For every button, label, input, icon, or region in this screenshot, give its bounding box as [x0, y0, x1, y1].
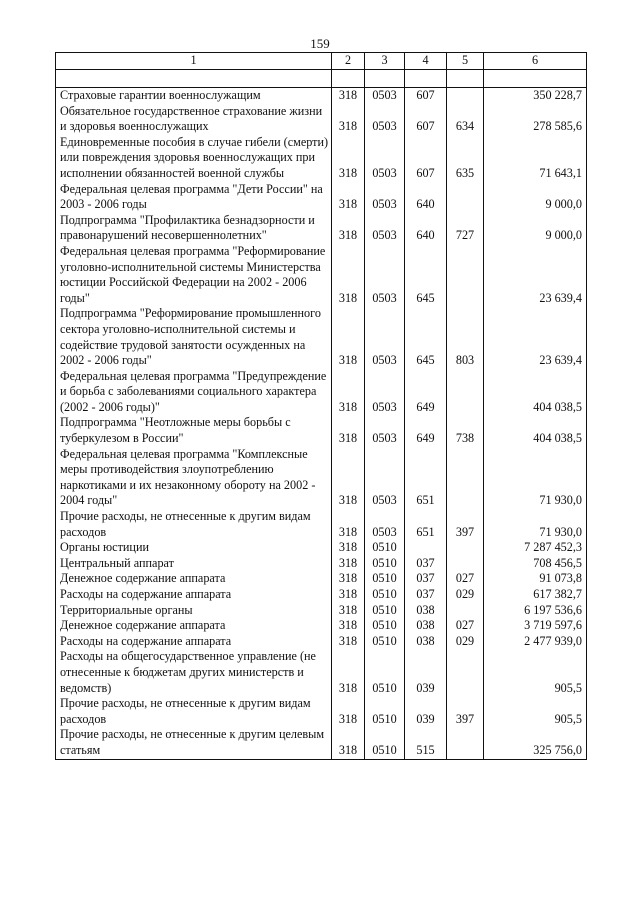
table-row	[56, 634, 587, 650]
target-article-cell: 039	[405, 649, 447, 696]
amount-cell: 71 930,0	[484, 447, 587, 509]
amount-cell: 404 038,5	[484, 415, 587, 446]
amount-cell: 708 456,5	[484, 556, 587, 572]
item-name-cell: Подпрограмма "Реформирование промышленного сектора уголовно-исполнительной системы и содействие трудовой занятости осужденных на 2002 - 2006 годы"	[56, 306, 332, 368]
amount-cell: 905,5	[484, 649, 587, 696]
expense-type-cell: 027	[447, 571, 484, 587]
ministry-code-cell: 318	[332, 415, 365, 446]
table-row	[56, 182, 587, 213]
target-article-cell: 651	[405, 509, 447, 540]
target-article-cell: 645	[405, 244, 447, 306]
ministry-code-cell: 318	[332, 571, 365, 587]
table-row	[56, 587, 587, 603]
expense-type-cell: 803	[447, 306, 484, 368]
item-name-cell: Подпрограмма "Профилактика безнадзорности и правонарушений несовершеннолетних"	[56, 213, 332, 244]
expense-type-cell	[447, 244, 484, 306]
ministry-code-cell: 318	[332, 213, 365, 244]
section-code-cell: 0503	[365, 369, 405, 416]
ministry-code-cell: 318	[332, 369, 365, 416]
target-article-cell: 038	[405, 603, 447, 619]
expense-type-cell: 029	[447, 634, 484, 650]
amount-cell: 9 000,0	[484, 182, 587, 213]
target-article-cell: 649	[405, 369, 447, 416]
section-code-cell: 0503	[365, 182, 405, 213]
section-code-cell: 0510	[365, 587, 405, 603]
item-name-cell: Федеральная целевая программа "Предупреждение и борьба с заболеваниями социального характера (2002 - 2006 годы)"	[56, 369, 332, 416]
expense-type-cell: 634	[447, 104, 484, 135]
item-name-cell: Федеральная целевая программа "Комплексные меры противодействия злоупотреблению наркотиками и их незаконному обороту на 2002 - 2004 годы"	[56, 447, 332, 509]
expense-type-cell: 397	[447, 509, 484, 540]
expense-type-cell: 727	[447, 213, 484, 244]
item-name-cell: Расходы на содержание аппарата	[56, 634, 332, 650]
expense-type-cell	[447, 182, 484, 213]
table-body	[56, 70, 587, 760]
item-name-cell: Обязательное государственное страхование жизни и здоровья военнослужащих	[56, 104, 332, 135]
amount-cell: 6 197 536,6	[484, 603, 587, 619]
page-number: 159	[310, 36, 330, 51]
table-row	[56, 540, 587, 556]
expense-type-cell: 397	[447, 696, 484, 727]
ministry-code-cell: 318	[332, 244, 365, 306]
table-header	[56, 53, 587, 70]
section-code-cell: 0503	[365, 135, 405, 182]
expense-type-cell	[447, 447, 484, 509]
item-name-cell: Подпрограмма "Неотложные меры борьбы с туберкулезом в России"	[56, 415, 332, 446]
item-name-cell: Прочие расходы, не отнесенные к другим целевым статьям	[56, 727, 332, 759]
table-row	[56, 649, 587, 696]
ministry-code-cell: 318	[332, 509, 365, 540]
section-code-cell: 0510	[365, 634, 405, 650]
ministry-code-cell: 318	[332, 540, 365, 556]
expense-type-cell	[447, 88, 484, 104]
table-row	[56, 556, 587, 572]
target-article-cell: 640	[405, 213, 447, 244]
table-row	[56, 104, 587, 135]
table-row	[56, 244, 587, 306]
expense-type-cell: 027	[447, 618, 484, 634]
table-row	[56, 571, 587, 587]
item-name-cell: Территориальные органы	[56, 603, 332, 619]
section-code-cell: 0503	[365, 213, 405, 244]
item-name-cell: Денежное содержание аппарата	[56, 571, 332, 587]
expense-type-cell	[447, 556, 484, 572]
ministry-code-cell: 318	[332, 696, 365, 727]
ministry-code-cell: 318	[332, 447, 365, 509]
section-code-cell: 0510	[365, 571, 405, 587]
section-code-cell: 0503	[365, 509, 405, 540]
amount-cell: 404 038,5	[484, 369, 587, 416]
column-header: 5	[447, 53, 484, 70]
amount-cell: 7 287 452,3	[484, 540, 587, 556]
section-code-cell: 0503	[365, 447, 405, 509]
section-code-cell: 0503	[365, 244, 405, 306]
expense-type-cell	[447, 649, 484, 696]
amount-cell: 91 073,8	[484, 571, 587, 587]
amount-cell: 23 639,4	[484, 306, 587, 368]
amount-cell: 325 756,0	[484, 727, 587, 759]
column-header: 4	[405, 53, 447, 70]
expense-type-cell	[447, 603, 484, 619]
ministry-code-cell: 318	[332, 587, 365, 603]
amount-cell: 71 930,0	[484, 509, 587, 540]
column-header: 3	[365, 53, 405, 70]
header-row	[56, 53, 587, 70]
item-name-cell: Расходы на содержание аппарата	[56, 587, 332, 603]
expense-type-cell	[447, 369, 484, 416]
target-article-cell: 607	[405, 88, 447, 104]
section-code-cell: 0510	[365, 603, 405, 619]
ministry-code-cell: 318	[332, 649, 365, 696]
item-name-cell: Федеральная целевая программа "Дети России" на 2003 - 2006 годы	[56, 182, 332, 213]
expense-type-cell	[447, 727, 484, 759]
table-row	[56, 88, 587, 104]
table-row	[56, 306, 587, 368]
section-code-cell: 0510	[365, 618, 405, 634]
amount-cell: 9 000,0	[484, 213, 587, 244]
ministry-code-cell: 318	[332, 556, 365, 572]
amount-cell: 905,5	[484, 696, 587, 727]
expense-type-cell	[447, 540, 484, 556]
item-name-cell: Расходы на общегосударственное управление (не отнесенные к бюджетам других министерств и ведомств)	[56, 649, 332, 696]
section-code-cell: 0503	[365, 88, 405, 104]
target-article-cell: 649	[405, 415, 447, 446]
item-name-cell: Денежное содержание аппарата	[56, 618, 332, 634]
table-row	[56, 415, 587, 446]
target-article-cell: 651	[405, 447, 447, 509]
item-name-cell: Центральный аппарат	[56, 556, 332, 572]
item-name-cell: Органы юстиции	[56, 540, 332, 556]
amount-cell: 350 228,7	[484, 88, 587, 104]
table-row	[56, 603, 587, 619]
table-row	[56, 447, 587, 509]
target-article-cell: 607	[405, 104, 447, 135]
target-article-cell: 645	[405, 306, 447, 368]
ministry-code-cell: 318	[332, 634, 365, 650]
item-name-cell: Прочие расходы, не отнесенные к другим видам расходов	[56, 509, 332, 540]
target-article-cell: 038	[405, 634, 447, 650]
ministry-code-cell: 318	[332, 603, 365, 619]
section-code-cell: 0503	[365, 104, 405, 135]
amount-cell: 2 477 939,0	[484, 634, 587, 650]
target-article-cell: 038	[405, 618, 447, 634]
ministry-code-cell: 318	[332, 104, 365, 135]
expense-type-cell: 738	[447, 415, 484, 446]
table-row	[56, 618, 587, 634]
table-row	[56, 213, 587, 244]
table-row	[56, 727, 587, 759]
ministry-code-cell: 318	[332, 182, 365, 213]
amount-cell: 278 585,6	[484, 104, 587, 135]
target-article-cell: 039	[405, 696, 447, 727]
target-article-cell: 037	[405, 571, 447, 587]
section-code-cell: 0510	[365, 727, 405, 759]
target-article-cell	[405, 540, 447, 556]
ministry-code-cell: 318	[332, 306, 365, 368]
expense-type-cell: 029	[447, 587, 484, 603]
ministry-code-cell: 318	[332, 135, 365, 182]
column-header: 2	[332, 53, 365, 70]
section-code-cell: 0510	[365, 540, 405, 556]
ministry-code-cell: 318	[332, 88, 365, 104]
ministry-code-cell: 318	[332, 618, 365, 634]
section-code-cell: 0503	[365, 306, 405, 368]
amount-cell: 3 719 597,6	[484, 618, 587, 634]
ministry-code-cell: 318	[332, 727, 365, 759]
table-row	[56, 135, 587, 182]
amount-cell: 71 643,1	[484, 135, 587, 182]
target-article-cell: 515	[405, 727, 447, 759]
table-row	[56, 369, 587, 416]
target-article-cell: 607	[405, 135, 447, 182]
amount-cell: 23 639,4	[484, 244, 587, 306]
item-name-cell: Единовременные пособия в случае гибели (смерти) или повреждения здоровья военнослужащих при исполнении обязанностей военной службы	[56, 135, 332, 182]
target-article-cell: 037	[405, 556, 447, 572]
section-code-cell: 0510	[365, 696, 405, 727]
expense-type-cell: 635	[447, 135, 484, 182]
item-name-cell: Страховые гарантии военнослужащим	[56, 88, 332, 104]
item-name-cell: Федеральная целевая программа "Реформирование уголовно-исполнительной системы Министерства юстиции Российской Федерации на 2002 - 2006 годы"	[56, 244, 332, 306]
section-code-cell: 0510	[365, 556, 405, 572]
section-code-cell: 0503	[365, 415, 405, 446]
column-header: 1	[56, 53, 332, 70]
target-article-cell: 037	[405, 587, 447, 603]
column-header: 6	[484, 53, 587, 70]
item-name-cell: Прочие расходы, не отнесенные к другим видам расходов	[56, 696, 332, 727]
spacer-row	[56, 70, 587, 88]
amount-cell: 617 382,7	[484, 587, 587, 603]
section-code-cell: 0510	[365, 649, 405, 696]
target-article-cell: 640	[405, 182, 447, 213]
table-row	[56, 696, 587, 727]
table-row	[56, 509, 587, 540]
budget-table	[55, 52, 587, 760]
